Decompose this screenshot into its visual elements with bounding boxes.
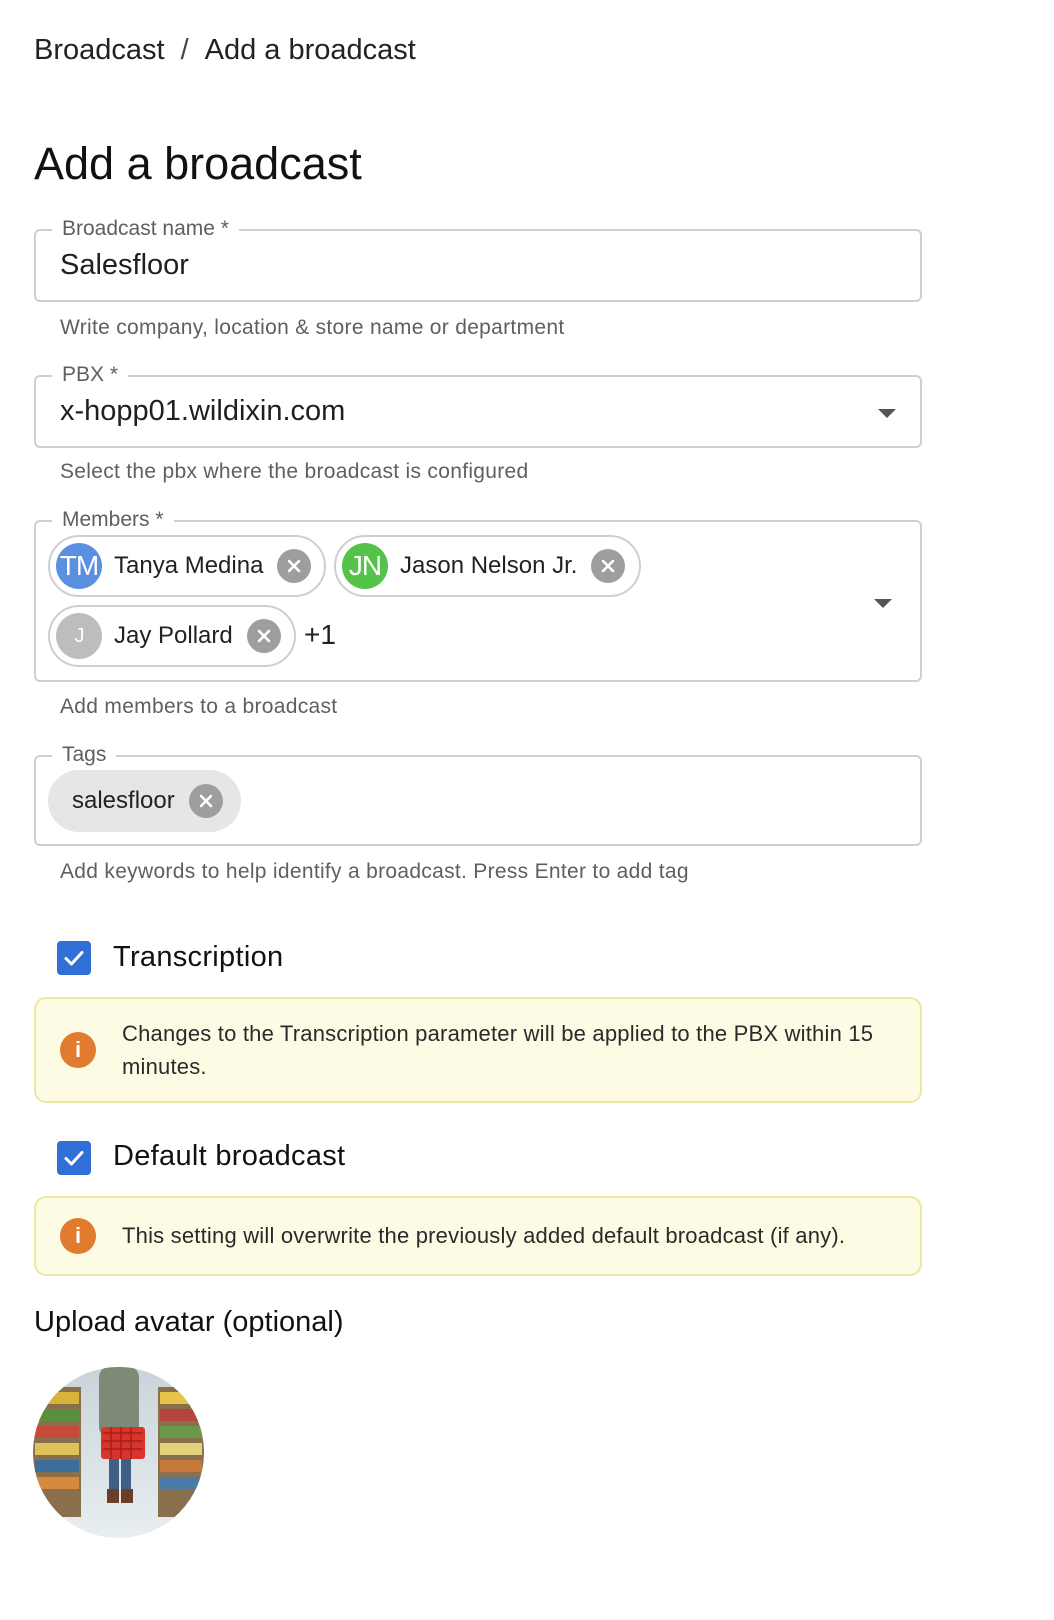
breadcrumb-separator: /: [180, 34, 189, 66]
breadcrumb: [34, 34, 416, 67]
breadcrumb-current: Add a broadcast: [204, 34, 416, 66]
info-icon: i: [60, 1218, 96, 1254]
default-broadcast-checkbox[interactable]: [57, 1141, 91, 1175]
member-chip: [334, 535, 641, 597]
broadcast-name-label: Broadcast name *: [52, 215, 239, 243]
members-label: Members *: [52, 506, 174, 534]
tags-helper: Add keywords to help identify a broadcast. Press Enter to add tag: [60, 860, 689, 883]
remove-member-icon[interactable]: [591, 549, 625, 583]
default-broadcast-notice-text: This setting will overwrite the previously added default broadcast (if any).: [122, 1223, 846, 1248]
avatar: J: [56, 613, 102, 659]
pbx-selected-value: x-hopp01.wildixin.com: [60, 395, 346, 427]
pbx-select[interactable]: [34, 363, 922, 448]
avatar: JN: [342, 543, 388, 589]
remove-member-icon[interactable]: [247, 619, 281, 653]
transcription-label[interactable]: Transcription: [113, 941, 284, 973]
more-members-count[interactable]: +1: [304, 619, 336, 650]
transcription-notice-text: Changes to the Transcription parameter will be applied to the PBX within 15 minutes.: [122, 1021, 874, 1079]
members-helper: Add members to a broadcast: [60, 695, 338, 718]
pbx-label: PBX *: [52, 361, 128, 389]
member-chip-name: Jay Pollard: [114, 622, 233, 649]
member-chip-name: Tanya Medina: [114, 552, 264, 579]
checkmark-icon: [62, 946, 86, 970]
transcription-notice: [34, 997, 922, 1103]
default-broadcast-notice: [34, 1196, 922, 1276]
member-chip: [48, 605, 296, 667]
member-chip-name: Jason Nelson Jr.: [400, 552, 578, 579]
upload-avatar-label: Upload avatar (optional): [34, 1306, 344, 1338]
member-chip: [48, 535, 326, 597]
avatar: TM: [56, 543, 102, 589]
members-dropdown-caret-icon[interactable]: [874, 599, 892, 608]
avatar-upload-image[interactable]: [33, 1367, 204, 1538]
default-broadcast-label[interactable]: Default broadcast: [113, 1140, 346, 1172]
pbx-dropdown-caret-icon[interactable]: [878, 409, 896, 418]
broadcast-name-helper: Write company, location & store name or department: [60, 316, 565, 339]
shopper-photo-icon: [33, 1367, 204, 1538]
info-icon: i: [60, 1032, 96, 1068]
page-title: Add a broadcast: [34, 138, 362, 189]
remove-member-icon[interactable]: [277, 549, 311, 583]
tag-chip-label: salesfloor: [72, 787, 175, 814]
remove-tag-icon[interactable]: [189, 784, 223, 818]
broadcast-name-field[interactable]: [34, 217, 922, 302]
breadcrumb-parent-link[interactable]: Broadcast: [34, 34, 165, 66]
tags-label: Tags: [52, 741, 116, 769]
transcription-checkbox[interactable]: [57, 941, 91, 975]
tag-chip: [48, 770, 241, 832]
pbx-helper: Select the pbx where the broadcast is configured: [60, 460, 529, 483]
checkmark-icon: [62, 1146, 86, 1170]
broadcast-name-input[interactable]: [60, 231, 860, 300]
